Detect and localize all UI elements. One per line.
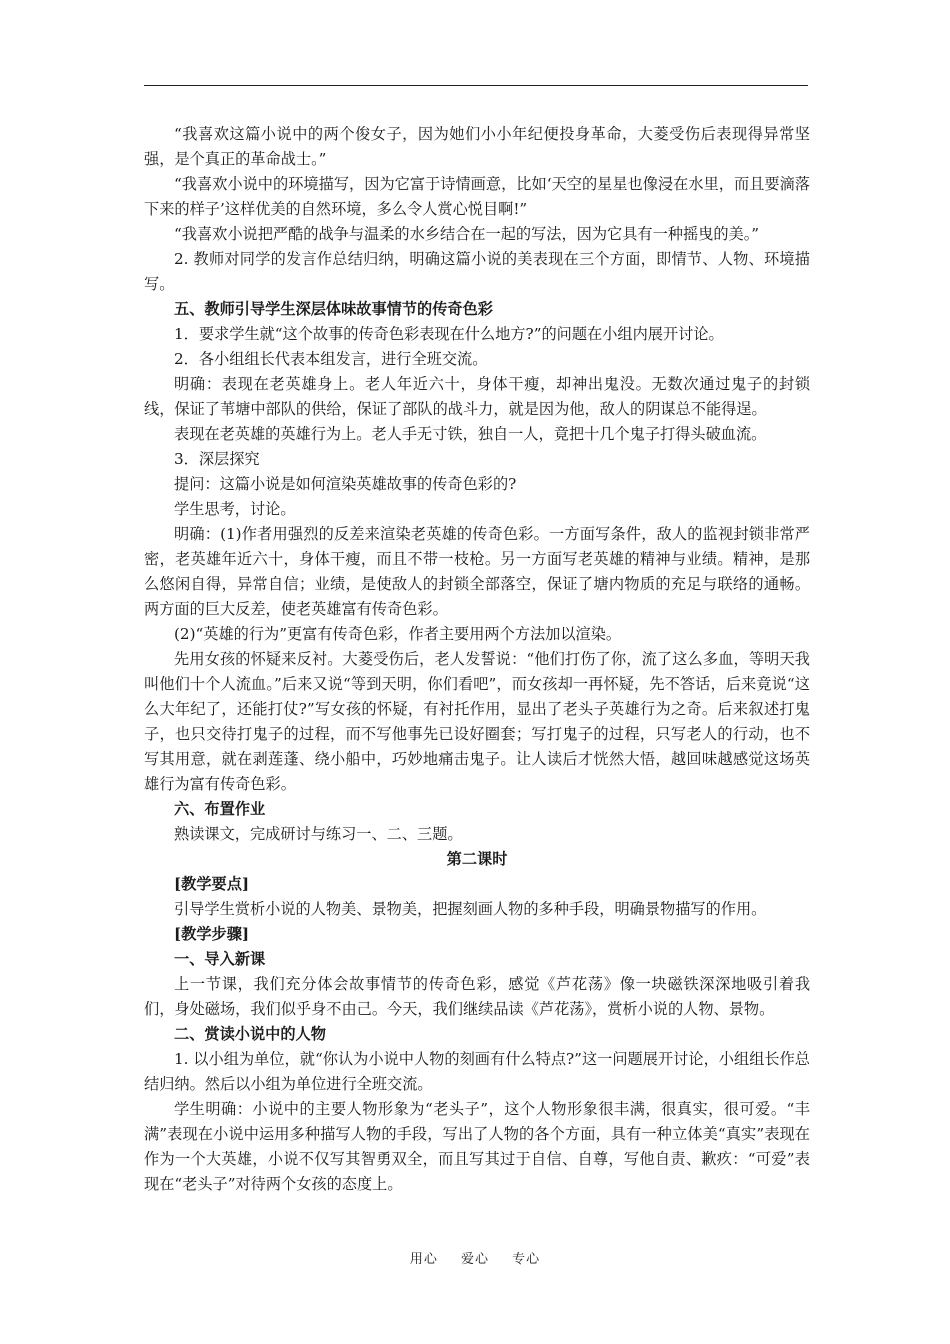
paragraph: 2. 教师对同学的发言作总结归纳，明确这篇小说的美表现在三个方面，即情节、人物、环境描写。 — [144, 250, 810, 293]
paragraph: 2．各小组组长代表本组发言，进行全班交流。 — [174, 350, 488, 368]
paragraph: 明确：表现在老英雄身上。老人年近六十，身体干瘦，却神出鬼没。无数次通过鬼子的封锁线，保证了苇塘中部队的供给，保证了部队的战斗力，就是因为他，敌人的阴谋总不能得逞。 — [144, 375, 810, 418]
section-heading: 二、赏读小说中的人物 — [174, 1025, 326, 1043]
lesson-title: 第二课时 — [446, 850, 508, 868]
paragraph: (2)“英雄的行为”更富有传奇色彩，作者主要用两个方法加以渲染。 — [174, 625, 622, 643]
paragraph: 1. 以小组为单位，就“你认为小说中人物的刻画有什么特点?”这一问题展开讨论，小组组长作总结归纳。然后以小组为单位进行全班交流。 — [144, 1050, 810, 1093]
section-heading: 六、布置作业 — [174, 800, 266, 818]
paragraph: 提问：这篇小说是如何渲染英雄故事的传奇色彩的? — [174, 475, 517, 493]
paragraph: 学生明确：小说中的主要人物形象为“老头子”，这个人物形象很丰满，很真实，很可爱。“丰满”表现在小说中运用多种描写人物的手段，写出了人物的各个方面，具有一种立体美“真实”表现在作为一个大英雄，小说不仅写其智勇双全，而且写其过于自信、自尊，写他自责、歉疚：“可爱”表现在“老头子”对待两个女孩的态度上。 — [144, 1100, 810, 1193]
section-heading: 一、导入新课 — [174, 950, 266, 968]
section-heading: [教学步骤] — [174, 925, 250, 943]
paragraph: 熟读课文，完成研讨与练习一、二、三题。 — [174, 825, 463, 843]
paragraph: 上一节课，我们充分体会故事情节的传奇色彩，感觉《芦花荡》像一块磁铁深深地吸引着我们，身处磁场，我们似乎身不由己。今天，我们继续品读《芦花荡》，赏析小说的人物、景物。 — [144, 975, 810, 1018]
page-footer: 用心 爱心 专心 — [409, 1252, 541, 1267]
section-heading: 五、教师引导学生深层体味故事情节的传奇色彩 — [174, 300, 493, 318]
paragraph: “我喜欢小说中的环境描写，因为它富于诗情画意，比如‘天空的星星也像浸在水里，而且要滴落下来的样子’这样优美的自然环境，多么令人赏心悦目啊!” — [144, 175, 810, 218]
paragraph: 明确：(1)作者用强烈的反差来渲染老英雄的传奇色彩。一方面写条件，敌人的监视封锁非常严密，老英雄年近六十，身体干瘦，而且不带一枝枪。另一方面写老英雄的精神与业绩。精神，是那么悠闲自得，异常自信；业绩，是使敌人的封锁全部落空，保证了塘内物质的充足与联络的通畅。两方面的巨大反差，使老英雄富有传奇色彩。 — [144, 525, 810, 618]
paragraph: 1．要求学生就“这个故事的传奇色彩表现在什么地方?”的问题在小组内展开讨论。 — [174, 325, 724, 343]
paragraph: “我喜欢这篇小说中的两个俊女子，因为她们小小年纪便投身革命，大菱受伤后表现得异常坚强，是个真正的革命战士。” — [144, 125, 810, 168]
paragraph: 引导学生赏析小说的人物美、景物美，把握刻画人物的多种手段，明确景物描写的作用。 — [174, 900, 767, 918]
paragraph: 学生思考，讨论。 — [174, 500, 296, 518]
document-body — [144, 122, 810, 1197]
paragraph: 先用女孩的怀疑来反衬。大菱受伤后，老人发誓说：“他们打伤了你，流了这么多血，等明天我叫他们十个人流血。”后来又说“等到天明，你们看吧”，而女孩却一再怀疑，先不答话，后来竟说“这么大年纪了，还能打仗?”写女孩的怀疑，有衬托作用，显出了老头子英雄行为之奇。后来叙述打鬼子，也只交待打鬼子的过程，而不写他事先已设好圈套；写打鬼子的过程，只写老人的行动，也不写其用意，就在剥莲蓬、绕小船中，巧妙地痛击鬼子。让人读后才恍然大悟，越回味越感觉这场英雄行为富有传奇色彩。 — [144, 650, 810, 793]
paragraph: 3．深层探究 — [174, 450, 260, 468]
paragraph: “我喜欢小说把严酷的战争与温柔的水乡结合在一起的写法，因为它具有一种摇曳的美。” — [174, 225, 760, 243]
paragraph: 表现在老英雄的英雄行为上。老人手无寸铁，独自一人，竟把十几个鬼子打得头破血流。 — [174, 425, 767, 443]
header-rule — [144, 85, 808, 86]
section-heading: [教学要点] — [174, 875, 250, 893]
